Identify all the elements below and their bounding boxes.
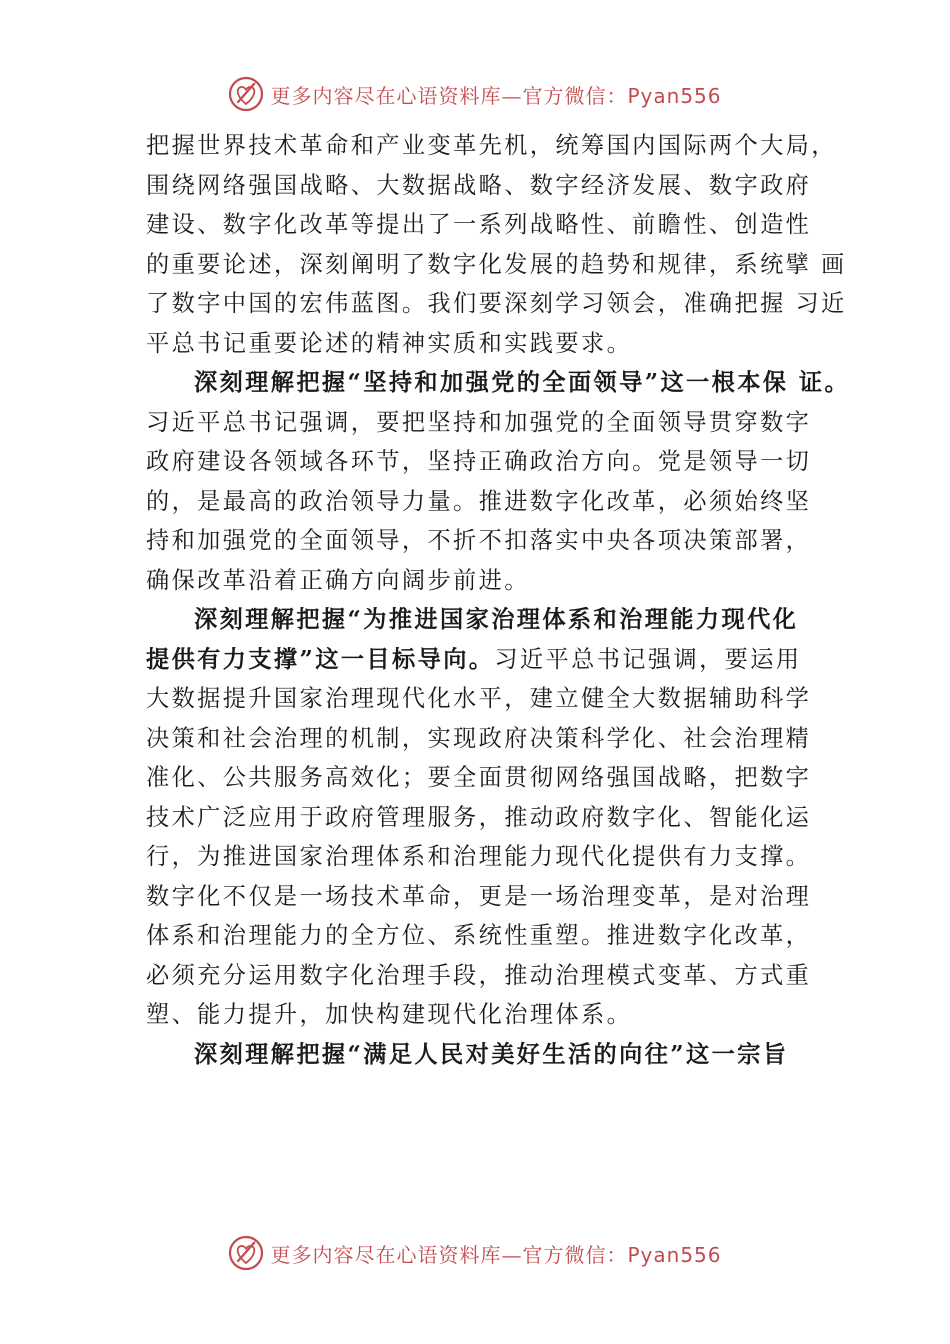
body-line: 把握世界技术革命和产业变革先机，统筹国内国际两个大局， (146, 132, 837, 159)
body-line: 的，是最高的政治领导力量。推进数字化改革，必须始终坚 (146, 487, 812, 515)
body-line: 数字化不仅是一场技术革命，更是一场治理变革，是对治理 (146, 882, 812, 910)
footer-watermark-text: 更多内容尽在心语资料库—官方微信：Pyan556 (270, 1242, 722, 1267)
footer-watermark (0, 1231, 950, 1275)
body-line: 政府建设各领域各环节，坚持正确政治方向。党是领导一切 (146, 448, 812, 475)
header-watermark-text: 更多内容尽在心语资料库—官方微信：Pyan556 (270, 83, 722, 108)
section-heading-continued: 提供有力支撑”这一目标导向。 (146, 645, 495, 673)
body-line: 塑、能力提升，加快构建现代化治理体系。 (146, 1001, 633, 1028)
body-line: 确保改革沿着正确方向阔步前进。 (146, 566, 530, 594)
body-line: 决策和社会治理的机制，实现政府决策科学化、社会治理精 (146, 724, 812, 752)
body-line: 的重要论述，深刻阐明了数字化发展的趋势和规律，系统擘 画 (146, 250, 847, 278)
body-line: 平总书记重要论述的精神实质和实践要求。 (146, 329, 633, 357)
body-line: 必须充分运用数字化治理手段，推动治理模式变革、方式重 (146, 961, 812, 989)
document-body (146, 126, 851, 1074)
body-line: 技术广泛应用于政府管理服务，推动政府数字化、智能化运 (146, 803, 812, 831)
heart-pen-logo-icon (228, 76, 264, 112)
header-watermark (0, 72, 950, 116)
body-line: 围绕网络强国战略、大数据战略、数字经济发展、数字政府 (146, 171, 812, 199)
body-line: 行，为推进国家治理体系和治理能力现代化提供有力支撑。 (146, 843, 812, 870)
heart-pen-logo-icon (228, 1235, 264, 1271)
body-line: 习近平总书记强调，要把坚持和加强党的全面领导贯穿数字 (146, 408, 812, 436)
section-heading: 深刻理解把握“为推进国家治理体系和治理能力现代化 (194, 606, 799, 633)
body-line: 体系和治理能力的全方位、系统性重塑。推进数字化改革， (146, 922, 812, 949)
body-line: 大数据提升国家治理现代化水平，建立健全大数据辅助科学 (146, 685, 812, 712)
body-line: 准化、公共服务高效化；要全面贯彻网络强国战略，把数字 (146, 764, 812, 791)
body-line: 建设、数字化改革等提出了一系列战略性、前瞻性、创造性 (146, 211, 812, 238)
body-line (146, 640, 836, 680)
body-text: 习近平总书记强调，要运用 (494, 645, 802, 673)
body-line: 了数字中国的宏伟蓝图。我们要深刻学习领会，准确把握 习近 (146, 290, 847, 317)
body-line: 持和加强党的全面领导，不折不扣落实中央各项决策部署， (146, 527, 812, 554)
section-heading: 深刻理解把握“坚持和加强党的全面领导”这一根本保 证。 (194, 369, 851, 396)
section-heading: 深刻理解把握“满足人民对美好生活的向往”这一宗旨 (194, 1040, 789, 1068)
